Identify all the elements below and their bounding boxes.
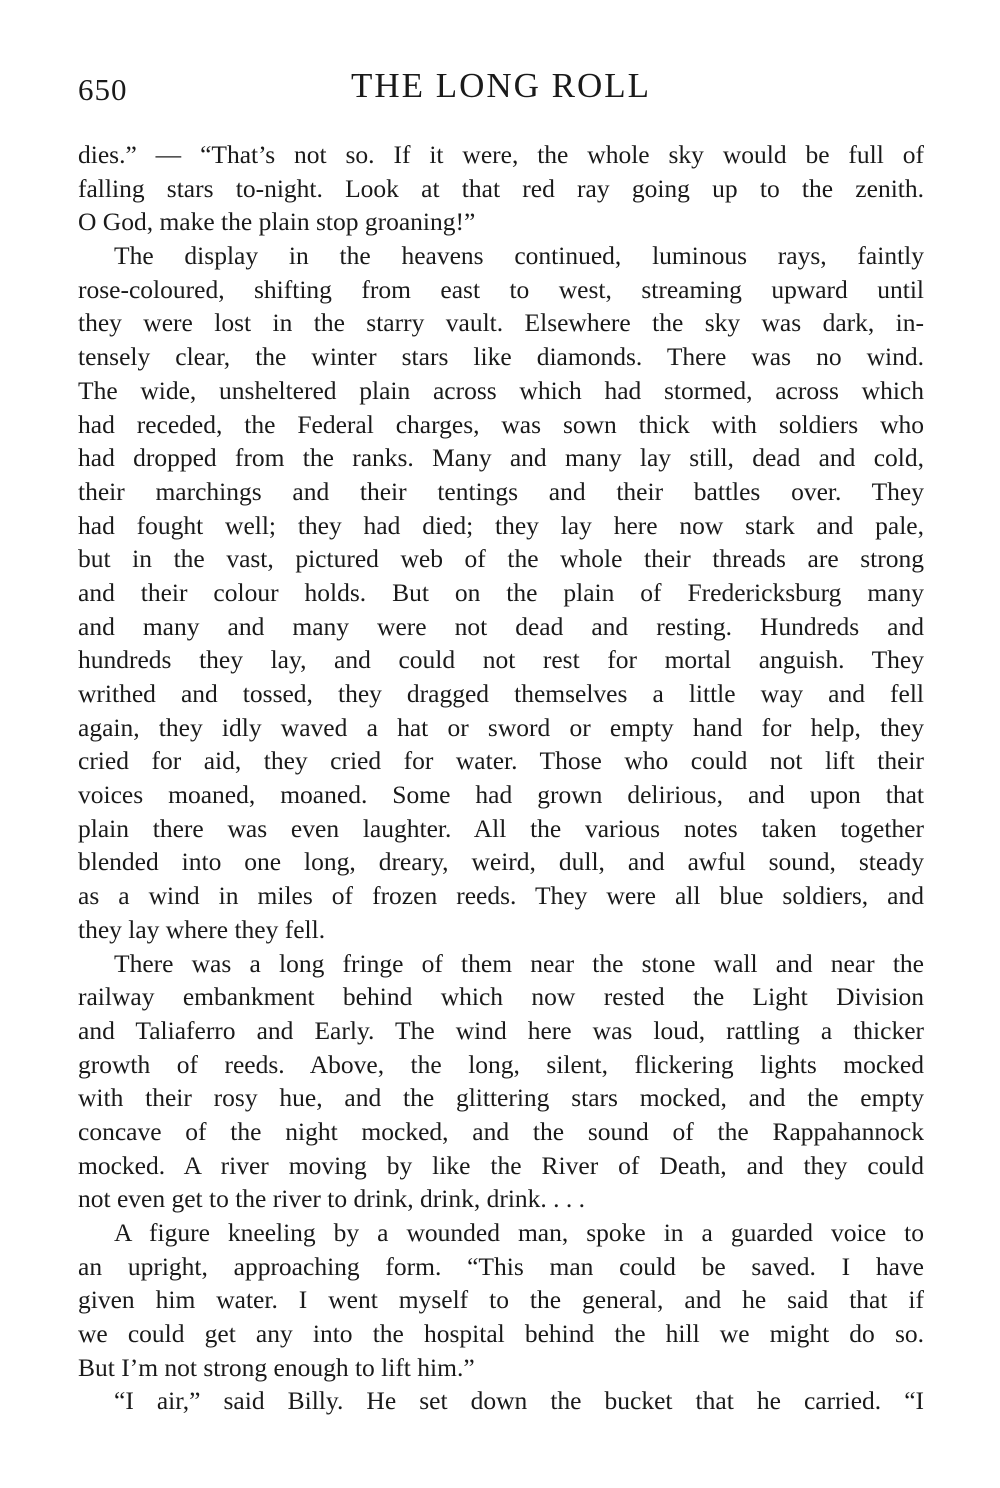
text-line: There was a long fringe of them near the stone wall and near the: [114, 948, 924, 978]
text-line: dies.” — “That’s not so. If it were, the whole sky would be full of: [78, 140, 924, 169]
text-line: they lay where they fell.: [78, 914, 326, 944]
text-line: A figure kneeling by a wounded man, spoke in a guarded voice to: [114, 1218, 924, 1247]
text-line: had dropped from the ranks. Many and many lay still, dead and cold,: [78, 443, 924, 473]
paragraph: [78, 947, 924, 1217]
text-line: they were lost in the starry vault. Elsewhere the sky was dark, in-: [78, 308, 924, 338]
text-line: blended into one long, dreary, weird, dull, and awful sound, steady: [78, 847, 924, 877]
text-line: But I’m not strong enough to lift him.”: [78, 1352, 475, 1382]
text-line: falling stars to-night. Look at that red ray going up to the zenith.: [78, 173, 924, 203]
text-line: tensely clear, the winter stars like diamonds. There was no wind.: [78, 342, 924, 372]
body-text: [78, 138, 924, 1418]
text-line: and Taliaferro and Early. The wind here was loud, rattling a thicker: [78, 1015, 924, 1045]
paragraph: [78, 1384, 924, 1418]
text-line: had fought well; they had died; they lay here now stark and pale,: [78, 510, 924, 540]
text-line: again, they idly waved a hat or sword or empty hand for help, they: [78, 712, 924, 742]
text-line: not even get to the river to drink, drink, drink. . . .: [78, 1184, 586, 1214]
text-line: cried for aid, they cried for water. Those who could not lift their: [78, 746, 924, 776]
paragraph: [78, 138, 924, 239]
text-line: and their colour holds. But on the plain of Fredericksburg many: [78, 577, 924, 607]
text-line: “I air,” said Billy. He set down the bucket that he carried. “I: [114, 1386, 924, 1416]
text-line: O God, make the plain stop groaning!”: [78, 207, 476, 237]
text-line: their marchings and their tentings and their battles over. They: [78, 476, 924, 506]
text-line: The wide, unsheltered plain across which had stormed, across which: [78, 375, 924, 405]
paragraph: [78, 1216, 924, 1384]
text-line: hundreds they lay, and could not rest for mortal anguish. They: [78, 645, 924, 675]
text-line: The display in the heavens continued, luminous rays, faintly: [114, 241, 924, 271]
text-line: rose-coloured, shifting from east to west, streaming upward until: [78, 274, 924, 304]
text-line: growth of reeds. Above, the long, silent, flickering lights mocked: [78, 1049, 924, 1079]
page-header: [78, 66, 924, 116]
text-line: as a wind in miles of frozen reeds. They were all blue soldiers, and: [78, 881, 924, 911]
text-line: with their rosy hue, and the glittering stars mocked, and the empty: [78, 1083, 924, 1113]
text-line: railway embankment behind which now rested the Light Division: [78, 982, 924, 1012]
text-line: but in the vast, pictured web of the whole their threads are strong: [78, 544, 924, 574]
text-line: an upright, approaching form. “This man could be saved. I have: [78, 1251, 924, 1281]
text-line: mocked. A river moving by like the River of Death, and they could: [78, 1150, 924, 1180]
text-line: writhed and tossed, they dragged themselves a little way and fell: [78, 679, 924, 708]
running-title: THE LONG ROLL: [350, 66, 652, 105]
text-line: and many and many were not dead and resting. Hundreds and: [78, 611, 924, 641]
text-line: concave of the night mocked, and the sound of the Rappahannock: [78, 1116, 924, 1146]
paragraph: [78, 239, 924, 946]
text-line: had receded, the Federal charges, was sown thick with soldiers who: [78, 409, 924, 439]
text-line: given him water. I went myself to the general, and he said that if: [78, 1285, 924, 1315]
text-line: we could get any into the hospital behind the hill we might do so.: [78, 1319, 924, 1349]
text-line: voices moaned, moaned. Some had grown delirious, and upon that: [78, 780, 924, 810]
page-number: 650: [78, 72, 128, 107]
text-line: plain there was even laughter. All the various notes taken together: [78, 813, 924, 843]
